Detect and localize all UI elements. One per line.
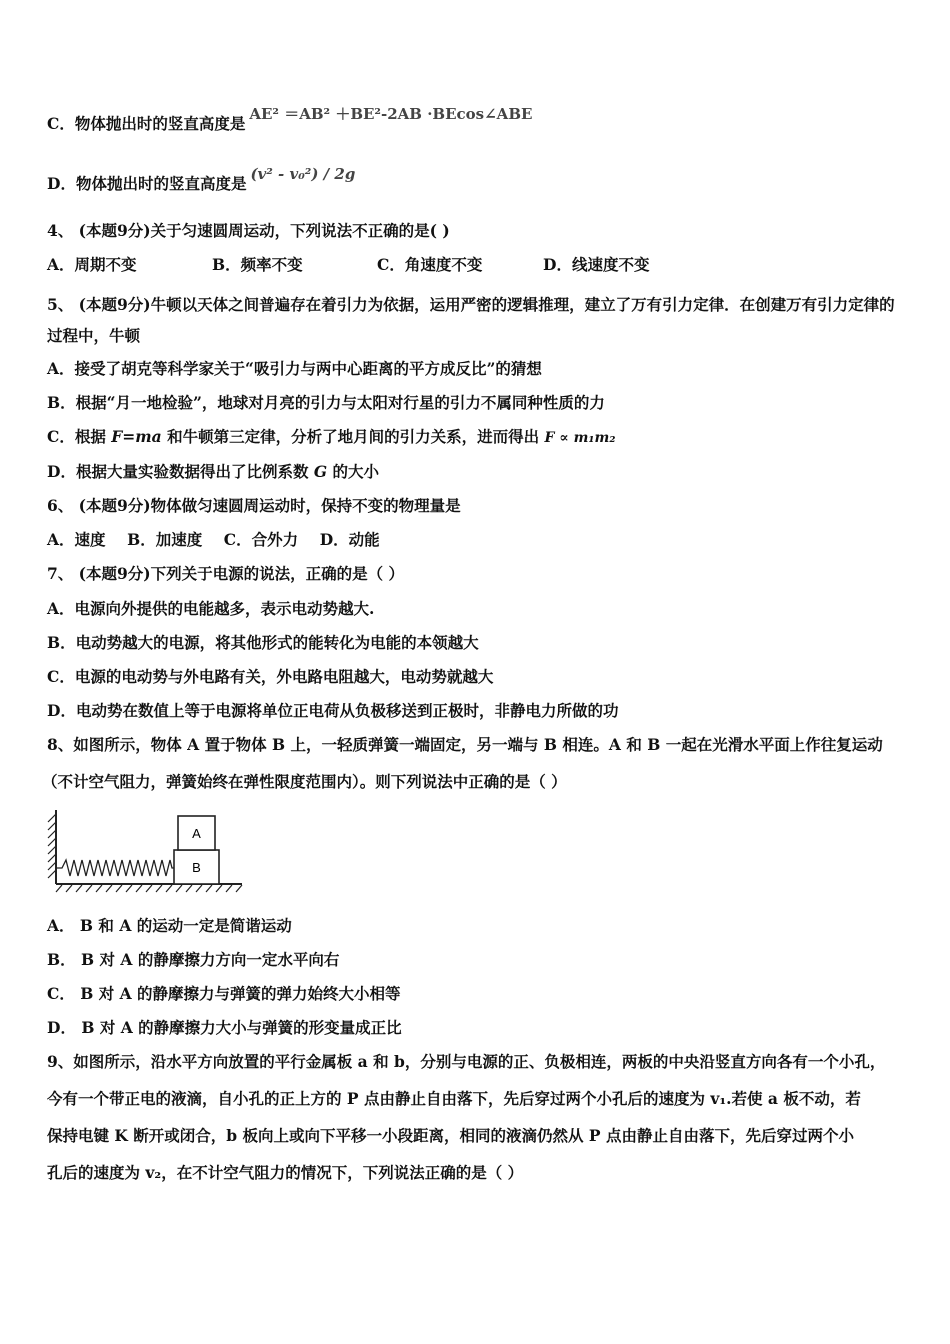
q5-option-d: D．根据大量实验数据得出了比例系数 G 的大小 [47,462,379,481]
q8-stem-line1: 8、如图所示，物体 A 置于物体 B 上，一轻质弹簧一端固定，另一端与 B 相连。A 和 B 一起在光滑水平面上作往复运动 [47,735,883,754]
q3-option-d: D．物体抛出时的竖直高度是 (v² - v₀²) / 2g [47,165,356,193]
q7-option-d: D．电动势在数值上等于电源将单位正电荷从负极移送到正极时，非静电力所做的功 [47,701,619,720]
q6-options: A．速度 B．加速度 C．合外力 D．动能 [47,530,380,549]
q9-line2: 今有一个带正电的液滴，自小孔的正上方的 P 点由静止自由落下，先后穿过两个小孔后的速度为 v₁.若使 a 板不动，若 [47,1089,861,1108]
q8-option-d: D． B 对 A 的静摩擦力大小与弹簧的形变量成正比 [47,1018,402,1037]
q8-spring-block-figure [44,808,244,894]
q4-option-b: B．频率不变 [212,255,303,274]
q9-line3: 保持电键 K 断开或闭合，b 板向上或向下平移一小段距离，相同的液滴仍然从 P 点由静止自由落下，先后穿过两个小 [47,1126,854,1145]
block-a-label: A [192,826,201,841]
q9-line1: 9、如图所示，沿水平方向放置的平行金属板 a 和 b，分别与电源的正、负极相连，两板的中央沿竖直方向各有一个小孔， [47,1052,886,1071]
block-b-label: B [192,860,201,875]
q5-option-a: A．接受了胡克等科学家关于“吸引力与两中心距离的平方成反比”的猜想 [47,359,542,378]
q8-stem-line2: （不计空气阻力，弹簧始终在弹性限度范围内）。则下列说法中正确的是（ ） [42,772,567,791]
q9-line4: 孔后的速度为 v₂，在不计空气阻力的情况下，下列说法正确的是（ ） [47,1163,524,1182]
q4-stem: 4、 (本题9分)关于匀速圆周运动，下列说法不正确的是( ) [47,221,450,240]
wall-hatching [48,814,56,878]
q4-options [47,255,649,275]
q4-option-a: A．周期不变 [47,255,137,274]
q4-option-d: D．线速度不变 [543,255,650,274]
q5-stem: 5、 (本题9分)牛顿以天体之间普遍存在着引力为依据，运用严密的逻辑推理，建立了万有引力定律．在创建万有引力定律的过程中，牛顿 [47,295,895,345]
q4-option-c: C．角速度不变 [377,255,483,274]
q6-stem: 6、 (本题9分)物体做匀速圆周运动时，保持不变的物理量是 [47,496,461,515]
q8-option-b: B． B 对 A 的静摩擦力方向一定水平向右 [47,950,340,969]
q3-option-c-formula: AE² ＝AB² ＋BE²-2AB ·BEcos∠ABE [249,105,533,123]
q3-option-c: C．物体抛出时的竖直高度是 AE² ＝AB² ＋BE²-2AB ·BEcos∠ABE [47,105,533,133]
floor-hatching [56,885,242,892]
q7-option-a: A．电源向外提供的电能越多，表示电动势越大. [47,599,375,618]
q7-option-c: C．电源的电动势与外电路有关，外电路电阻越大，电动势就越大 [47,667,494,686]
q5-option-c: C．根据 F=ma 和牛顿第三定律，分析了地月间的引力关系，进而得出 F ∝ m₁m₂ [47,427,616,446]
q7-option-b: B．电动势越大的电源，将其他形式的能转化为电能的本领越大 [47,633,479,652]
spring [56,860,174,876]
q5-option-b: B．根据“月一地检验”，地球对月亮的引力与太阳对行星的引力不属同种性质的力 [47,393,605,412]
q8-option-c: C． B 对 A 的静摩擦力与弹簧的弹力始终大小相等 [47,984,401,1003]
q3-option-d-formula: (v² - v₀²) / 2g [250,165,356,183]
q7-stem: 7、 (本题9分)下列关于电源的说法，正确的是（ ） [47,564,405,583]
q8-option-a: A． B 和 A 的运动一定是简谐运动 [47,916,292,935]
